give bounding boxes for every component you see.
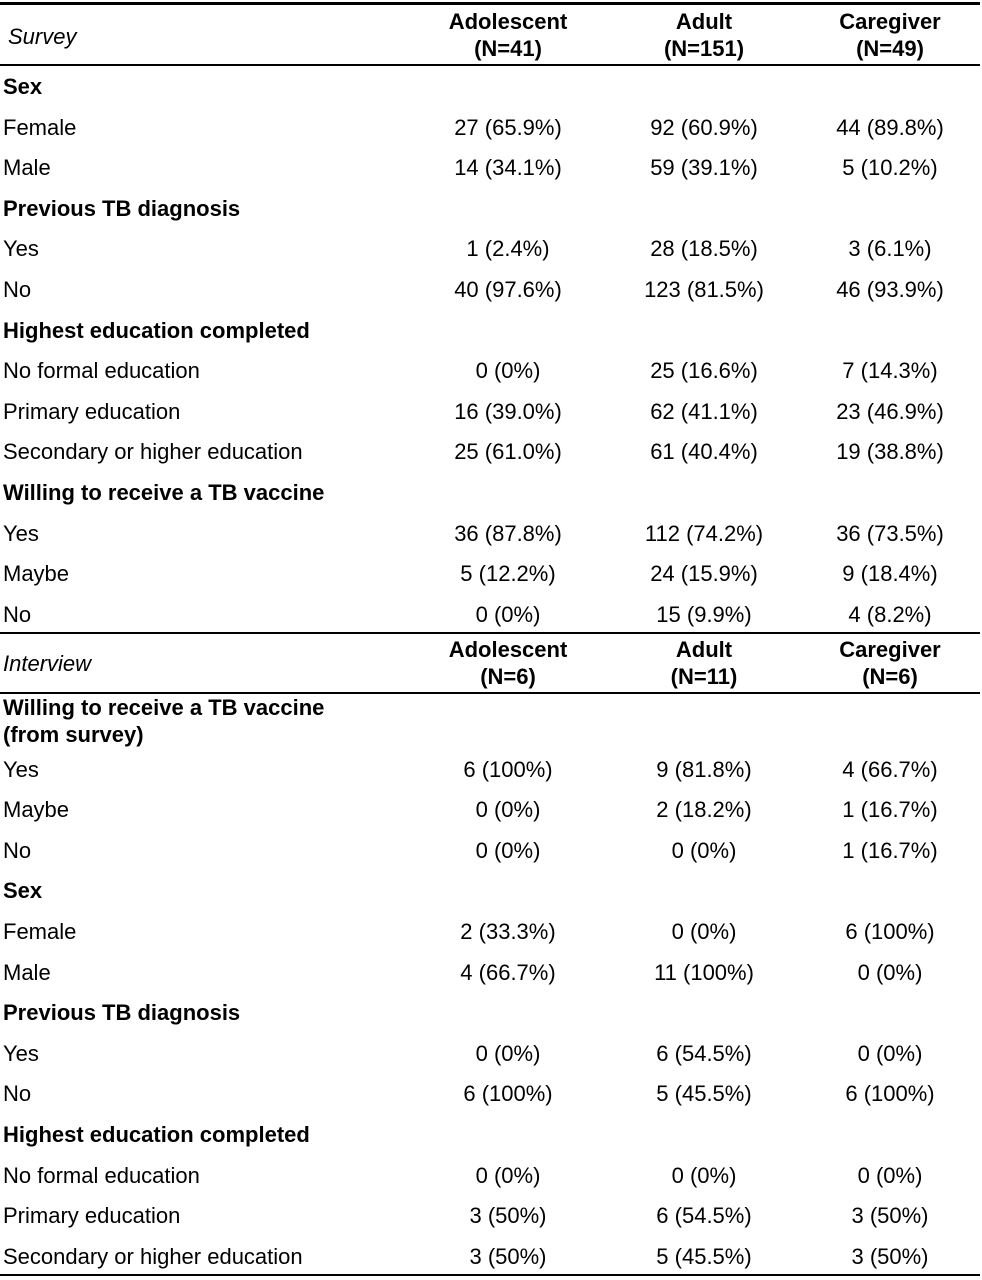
cell-value: 4 (8.2%) [848, 601, 932, 627]
cell-value: 1 (16.7%) [842, 797, 938, 823]
cell-value: 19 (38.8%) [836, 439, 944, 465]
cell-value: 46 (93.9%) [836, 277, 944, 302]
cell-value: 0 (0%) [857, 1162, 923, 1188]
cell-value: 28 (18.5%) [650, 236, 758, 262]
interview-section-label: Interview [3, 651, 92, 676]
category-label-line: Highest education completed [3, 1122, 310, 1147]
row-label: Female [3, 919, 77, 944]
category-label [3, 480, 324, 506]
cell-value: 44 (89.8%) [836, 114, 944, 140]
category-label-line: Previous TB diagnosis [3, 1000, 241, 1026]
cell-value: 14 (34.1%) [454, 155, 562, 181]
category-label-line: Willing to receive a TB vaccine [3, 480, 325, 505]
survey-section-label: Survey [8, 24, 77, 49]
row-label: No formal education [3, 358, 200, 384]
cell-value: 0 (0%) [475, 358, 541, 384]
row-label: Maybe [3, 797, 70, 823]
survey-header-rule [0, 64, 980, 66]
column-name: Caregiver [839, 637, 941, 662]
interview-header-rule [0, 692, 980, 694]
cell-value: 2 (18.2%) [656, 797, 752, 823]
cell-value: 4 (66.7%) [842, 756, 938, 782]
row-label: Male [3, 155, 51, 181]
cell-value: 3 (50%) [851, 1203, 929, 1229]
cell-value: 92 (60.9%) [650, 114, 758, 140]
cell-value: 0 (0%) [475, 601, 541, 627]
cell-value: 25 (61.0%) [454, 439, 562, 465]
cell-value: 3 (50%) [851, 1243, 929, 1269]
cell-value: 7 (14.3%) [842, 358, 938, 384]
row-label: Yes [3, 1040, 39, 1066]
cell-value: 9 (81.8%) [656, 756, 752, 782]
cell-value: 2 (33.3%) [460, 919, 556, 944]
category-label-line: (from survey) [3, 722, 144, 747]
category-label-line: Sex [3, 74, 43, 99]
cell-value: 0 (0%) [475, 1040, 541, 1066]
cell-value: 0 (0%) [857, 959, 923, 985]
cell-value: 25 (16.6%) [650, 358, 758, 384]
row-label: Yes [3, 520, 39, 546]
column-name: Caregiver [839, 9, 941, 34]
cell-value: 5 (10.2%) [842, 155, 938, 181]
column-header-adult [606, 636, 802, 690]
column-n: (N=41) [474, 36, 542, 61]
cell-value: 3 (6.1%) [848, 236, 932, 262]
row-label: Yes [3, 756, 39, 782]
cell-value: 1 (16.7%) [842, 837, 938, 863]
top-rule [0, 2, 980, 5]
column-n: (N=6) [480, 664, 536, 689]
cell-value: 4 (66.7%) [460, 959, 556, 985]
category-label-line: Willing to receive a TB vaccine [3, 695, 325, 720]
cell-value: 0 (0%) [475, 1162, 541, 1188]
cell-value: 24 (15.9%) [650, 561, 758, 587]
category-label-line: Sex [3, 878, 43, 904]
cell-value: 0 (0%) [671, 919, 737, 944]
cell-value: 1 (2.4%) [466, 236, 550, 262]
cell-value: 59 (39.1%) [650, 155, 758, 181]
cell-value: 40 (97.6%) [454, 277, 562, 302]
column-n: (N=11) [670, 664, 738, 689]
column-header-caregiver [792, 8, 982, 62]
row-label: Secondary or higher education [3, 439, 303, 465]
cell-value: 6 (100%) [463, 1081, 553, 1107]
category-label [3, 196, 240, 222]
row-label: No [3, 277, 32, 302]
category-label-line: Previous TB diagnosis [3, 195, 241, 221]
row-label: Secondary or higher education [3, 1243, 303, 1269]
cell-value: 6 (54.5%) [656, 1040, 752, 1066]
row-label: No [3, 1081, 32, 1107]
column-header-adult [606, 8, 802, 62]
cell-value: 0 (0%) [671, 837, 737, 863]
category-label [3, 74, 42, 100]
cell-value: 0 (0%) [857, 1040, 923, 1066]
column-n: (N=151) [663, 36, 745, 61]
cell-value: 5 (45.5%) [656, 1081, 752, 1107]
column-name: Adult [675, 637, 733, 662]
row-label: Male [3, 959, 51, 985]
row-label: No formal education [3, 1162, 200, 1188]
cell-value: 6 (100%) [845, 1081, 935, 1107]
cell-value: 36 (87.8%) [454, 520, 562, 546]
cell-value: 62 (41.1%) [650, 398, 758, 424]
cell-value: 9 (18.4%) [842, 561, 938, 587]
column-header-adolescent [410, 8, 606, 62]
cell-value: 0 (0%) [475, 797, 541, 823]
bottom-rule [0, 1274, 980, 1276]
category-label [3, 1122, 310, 1148]
cell-value: 0 (0%) [671, 1162, 737, 1188]
cell-value: 3 (50%) [469, 1243, 547, 1269]
column-name: Adolescent [448, 637, 568, 662]
category-label [3, 878, 42, 904]
cell-value: 27 (65.9%) [454, 114, 562, 140]
row-label: Yes [3, 236, 39, 262]
cell-value: 123 (81.5%) [644, 277, 764, 302]
cell-value: 6 (100%) [845, 919, 935, 944]
cell-value: 0 (0%) [475, 837, 541, 863]
survey-header-row [0, 8, 980, 64]
cell-value: 16 (39.0%) [454, 398, 562, 424]
column-n: (N=6) [862, 664, 918, 689]
cell-value: 36 (73.5%) [836, 520, 944, 546]
row-label: No [3, 601, 32, 627]
interview-header-row [0, 636, 980, 692]
cell-value: 23 (46.9%) [836, 398, 944, 424]
row-label: Primary education [3, 1203, 181, 1229]
cell-value: 5 (12.2%) [460, 561, 556, 587]
row-label: Female [3, 114, 77, 140]
cell-value: 61 (40.4%) [650, 439, 758, 465]
cell-value: 3 (50%) [469, 1203, 547, 1229]
category-label [3, 1000, 240, 1026]
cell-value: 5 (45.5%) [656, 1243, 752, 1269]
category-label-line: Highest education completed [3, 317, 310, 343]
category-label [3, 318, 310, 344]
row-label: Maybe [3, 561, 70, 587]
column-name: Adult [675, 9, 733, 34]
cell-value: 6 (54.5%) [656, 1203, 752, 1229]
category-label [3, 695, 324, 748]
cell-value: 6 (100%) [463, 756, 553, 782]
row-label: Primary education [3, 398, 181, 424]
section-divider-rule [0, 632, 980, 634]
column-header-caregiver [792, 636, 982, 690]
row-label: No [3, 837, 32, 863]
cell-value: 15 (9.9%) [656, 601, 752, 627]
column-n: (N=49) [856, 36, 924, 61]
column-header-adolescent [410, 636, 606, 690]
cell-value: 11 (100%) [654, 959, 754, 985]
column-name: Adolescent [448, 9, 568, 34]
cell-value: 112 (74.2%) [644, 520, 764, 546]
